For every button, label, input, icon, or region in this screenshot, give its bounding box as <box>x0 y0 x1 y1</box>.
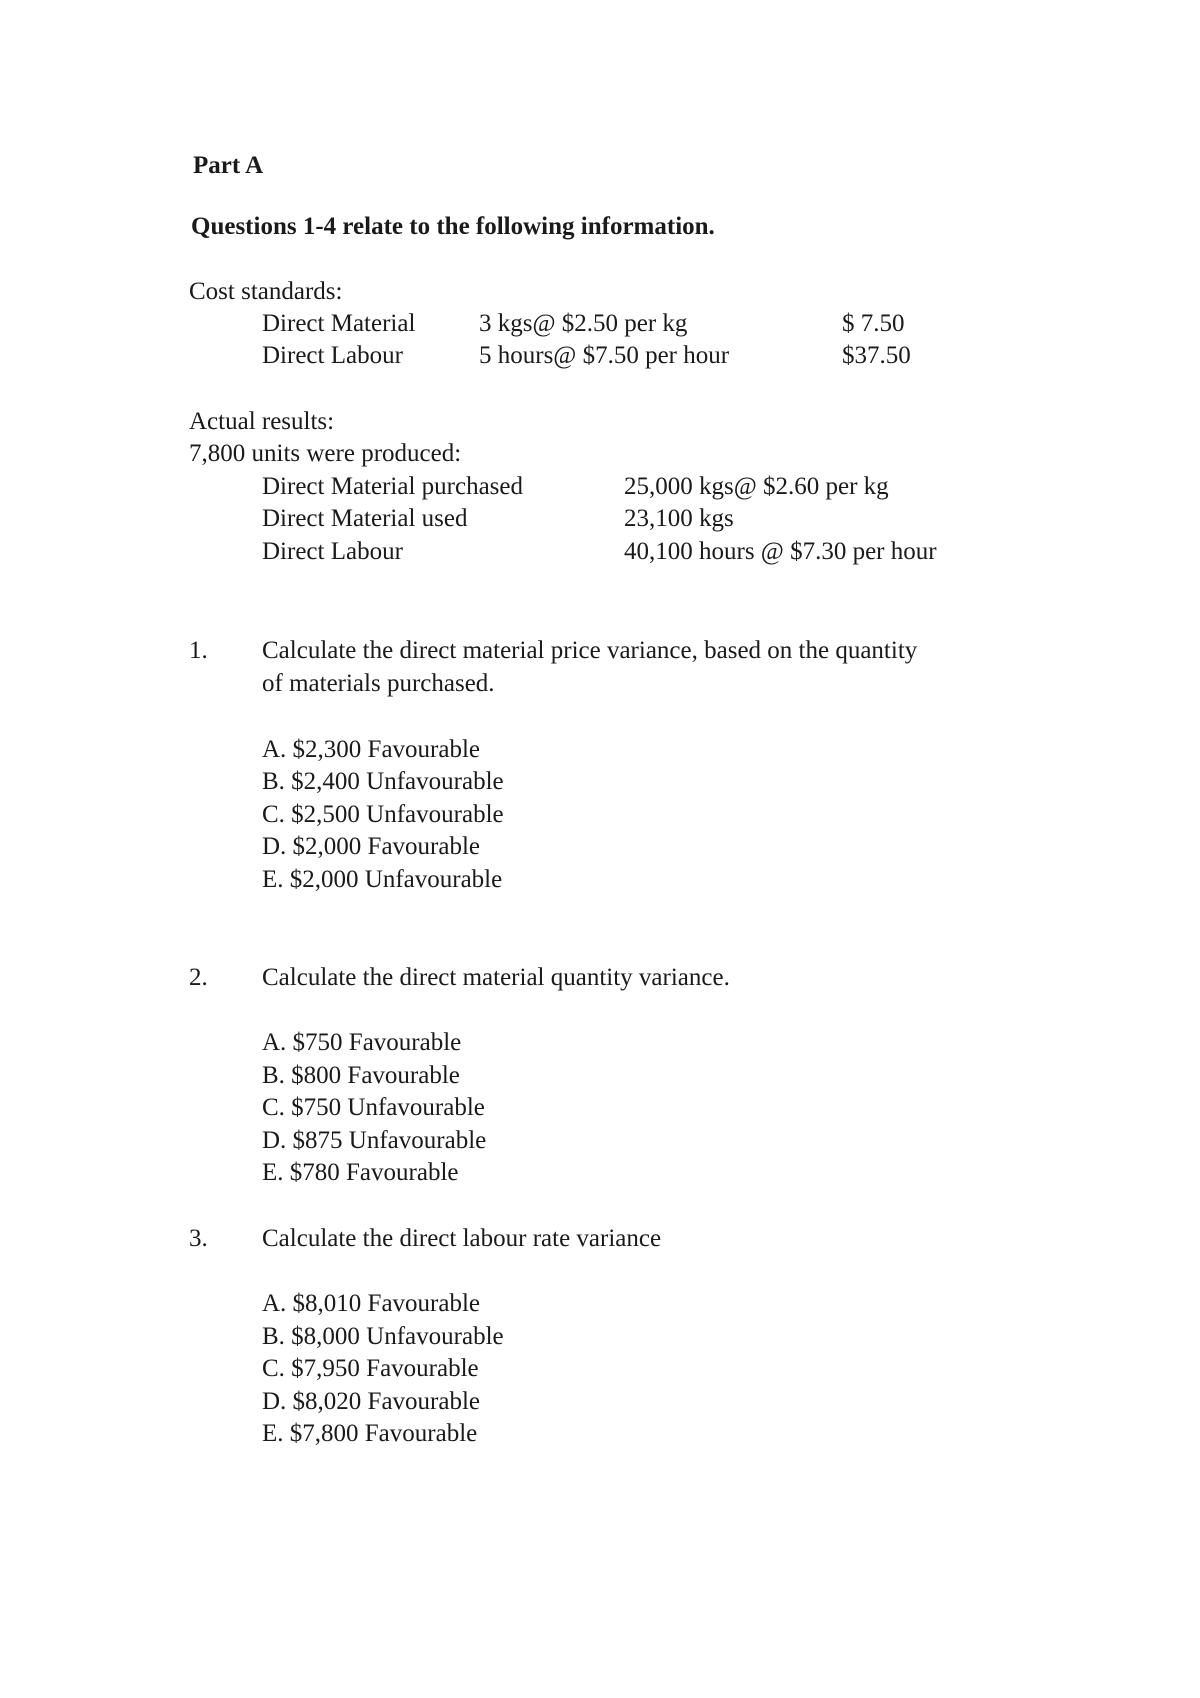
question-number: 1. <box>189 637 208 664</box>
actual-results-heading: Actual results: <box>189 408 335 435</box>
cost-standard-detail: 5 hours@ $7.50 per hour <box>479 342 730 369</box>
actual-result-item: Direct Material used <box>262 505 468 532</box>
question-text: Calculate the direct material price variance, based on the quantity <box>262 637 918 664</box>
answer-option: C. $750 Unfavourable <box>262 1094 485 1121</box>
units-produced-line: 7,800 units were produced: <box>189 440 462 467</box>
answer-option: A. $8,010 Favourable <box>262 1290 481 1317</box>
cost-standard-amount: $ 7.50 <box>842 310 905 337</box>
answer-option: C. $2,500 Unfavourable <box>262 801 504 828</box>
actual-result-item: Direct Labour <box>262 538 403 565</box>
cost-standard-detail: 3 kgs@ $2.50 per kg <box>479 310 688 337</box>
actual-result-detail: 25,000 kgs@ $2.60 per kg <box>624 473 889 500</box>
answer-option: B. $2,400 Unfavourable <box>262 768 504 795</box>
answer-option: D. $875 Unfavourable <box>262 1127 487 1154</box>
question-number: 3. <box>189 1225 208 1252</box>
cost-standard-amount: $37.50 <box>842 342 911 369</box>
question-text: of materials purchased. <box>262 670 495 697</box>
answer-option: A. $750 Favourable <box>262 1029 462 1056</box>
actual-result-item: Direct Material purchased <box>262 473 523 500</box>
question-text: Calculate the direct labour rate variance <box>262 1225 662 1252</box>
actual-result-detail: 40,100 hours @ $7.30 per hour <box>624 538 937 565</box>
answer-option: E. $7,800 Favourable <box>262 1420 478 1447</box>
answer-option: A. $2,300 Favourable <box>262 736 481 763</box>
question-number: 2. <box>189 964 208 991</box>
answer-option: D. $8,020 Favourable <box>262 1388 481 1415</box>
actual-result-detail: 23,100 kgs <box>624 505 734 532</box>
part-title: Part A <box>193 152 264 179</box>
question-text: Calculate the direct material quantity variance. <box>262 964 730 991</box>
cost-standard-item: Direct Labour <box>262 342 403 369</box>
answer-option: E. $2,000 Unfavourable <box>262 866 503 893</box>
cost-standards-heading: Cost standards: <box>189 278 343 305</box>
answer-option: B. $800 Favourable <box>262 1062 460 1089</box>
answer-option: C. $7,950 Favourable <box>262 1355 479 1382</box>
answer-option: D. $2,000 Favourable <box>262 833 481 860</box>
answer-option: B. $8,000 Unfavourable <box>262 1323 504 1350</box>
answer-option: E. $780 Favourable <box>262 1159 459 1186</box>
cost-standard-item: Direct Material <box>262 310 416 337</box>
intro-heading: Questions 1-4 relate to the following information. <box>191 213 715 240</box>
